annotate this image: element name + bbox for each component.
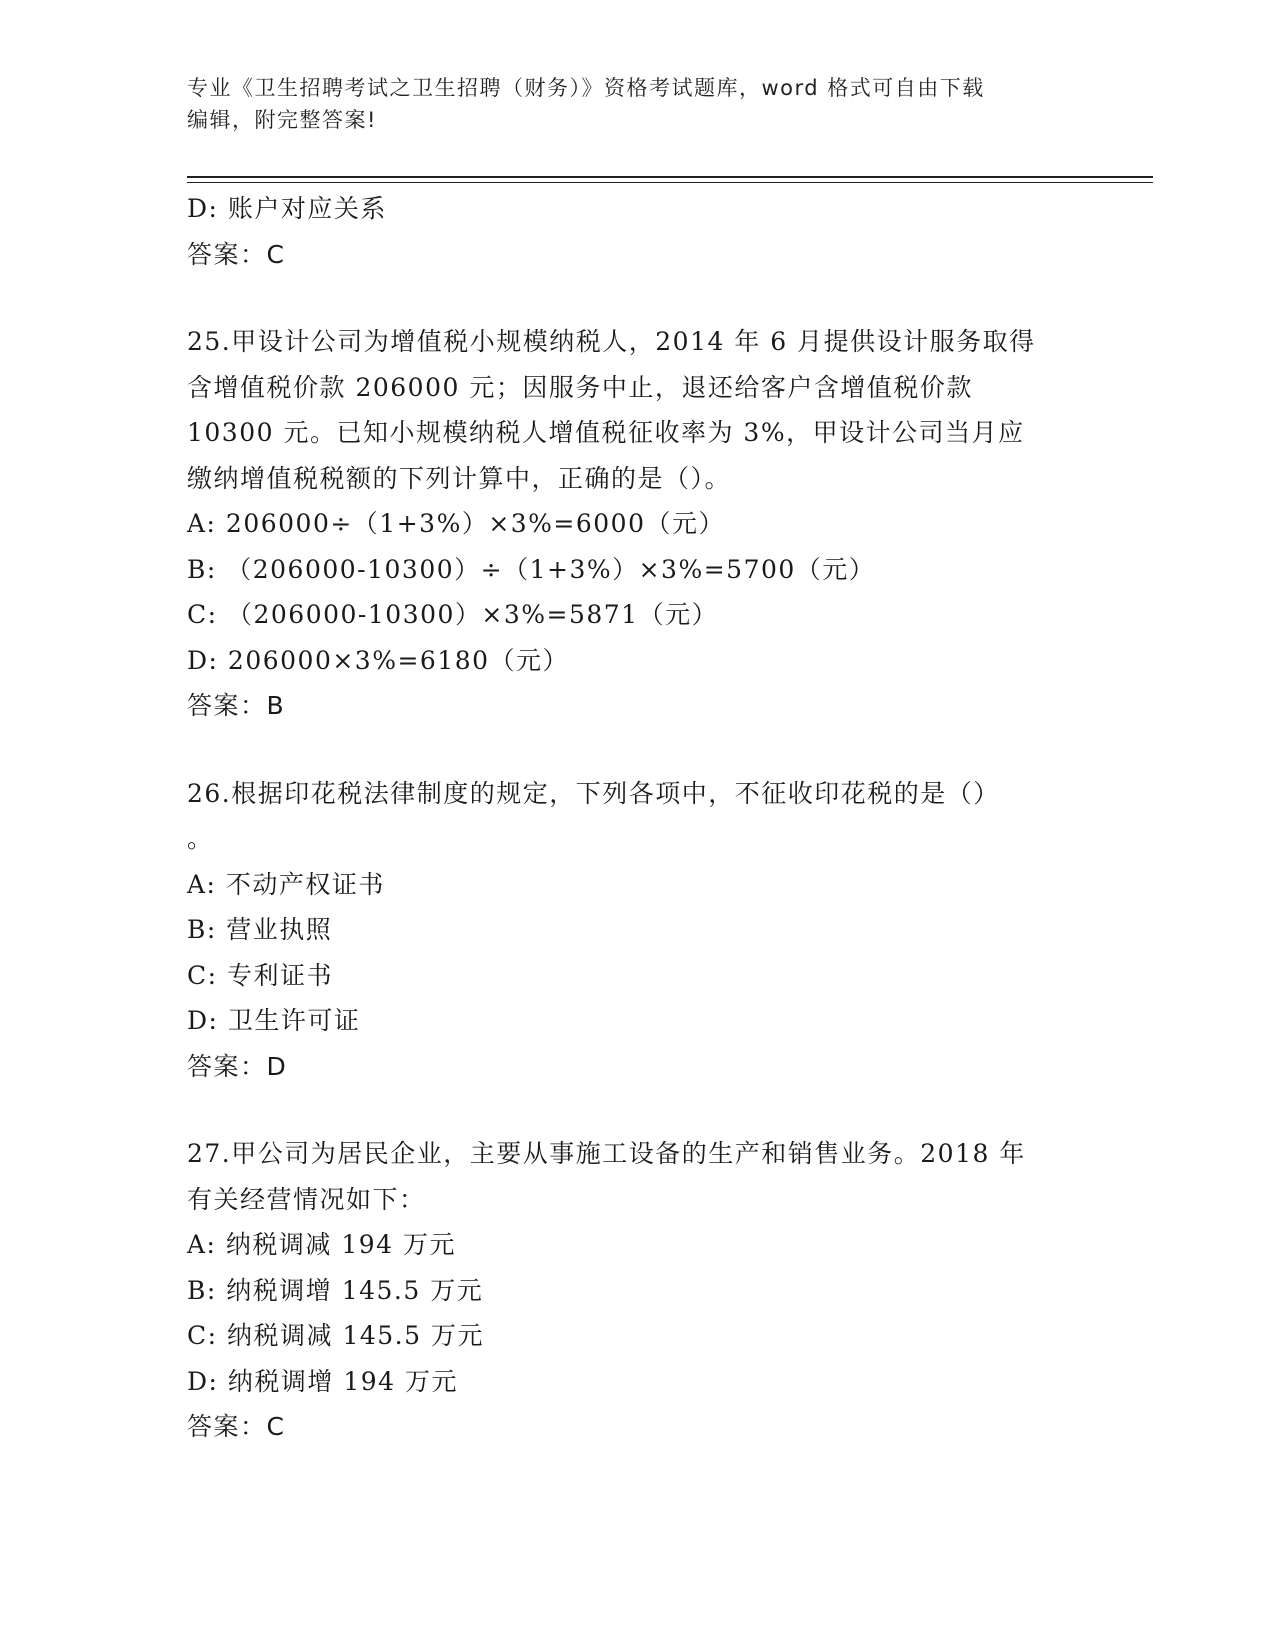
option-b: B: 纳税调增 145.5 万元 [187, 1275, 484, 1305]
option-b: B: 营业执照 [187, 915, 333, 944]
question-26 [187, 771, 1087, 1090]
answer-line: 答案：C [187, 1412, 286, 1441]
header-divider [187, 176, 1153, 178]
question-stem-line: 26.根据印花税法律制度的规定，下列各项中，不征收印花税的是（） [187, 778, 1000, 808]
question-stem-line: 缴纳增值税税额的下列计算中，正确的是（）。 [187, 463, 732, 493]
question-stem-line: 25.甲设计公司为增值税小规模纳税人，2014 年 6 月提供设计服务取得 [187, 327, 1036, 356]
document-body [187, 186, 1087, 1450]
option-a: A: 纳税调减 194 万元 [187, 1230, 457, 1259]
option-b: B: （206000-10300）÷（1+3%）×3%=5700（元） [187, 554, 876, 584]
question-stem-line: 27.甲公司为居民企业，主要从事施工设备的生产和销售业务。2018 年 [187, 1139, 1026, 1168]
option-d: D: 纳税调增 194 万元 [187, 1366, 459, 1396]
option-d: D: 账户对应关系 [187, 194, 387, 223]
answer-line: 答案：D [187, 1051, 288, 1081]
option-d: D: 卫生许可证 [187, 1006, 361, 1035]
option-c: C: （206000-10300）×3%=5871（元） [187, 600, 719, 629]
document-header [187, 72, 1087, 136]
question-25 [187, 319, 1087, 729]
header-divider-thin [187, 182, 1153, 183]
option-a: A: 不动产权证书 [187, 869, 385, 899]
previous-question-tail [187, 186, 1087, 277]
question-stem-line: 10300 元。已知小规模纳税人增值税征收率为 3%，甲设计公司当月应 [187, 418, 1025, 447]
question-stem-line: 含增值税价款 206000 元；因服务中止，退还给客户含增值税价款 [187, 372, 973, 402]
header-line-2: 编辑，附完整答案! [187, 108, 377, 132]
option-c: C: 纳税调减 145.5 万元 [187, 1321, 484, 1350]
answer-line: 答案：B [187, 691, 286, 720]
option-d: D: 206000×3%=6180（元） [187, 645, 570, 675]
answer-line: 答案：C [187, 239, 286, 269]
option-a: A: 206000÷（1+3%）×3%=6000（元） [187, 509, 725, 538]
option-c: C: 专利证书 [187, 960, 333, 990]
question-stem-line: 。 [187, 824, 214, 853]
header-line-1: 专业《卫生招聘考试之卫生招聘（财务）》资格考试题库，word 格式可自由下载 [187, 76, 985, 100]
question-27 [187, 1131, 1087, 1450]
question-stem-line: 有关经营情况如下： [187, 1184, 426, 1214]
